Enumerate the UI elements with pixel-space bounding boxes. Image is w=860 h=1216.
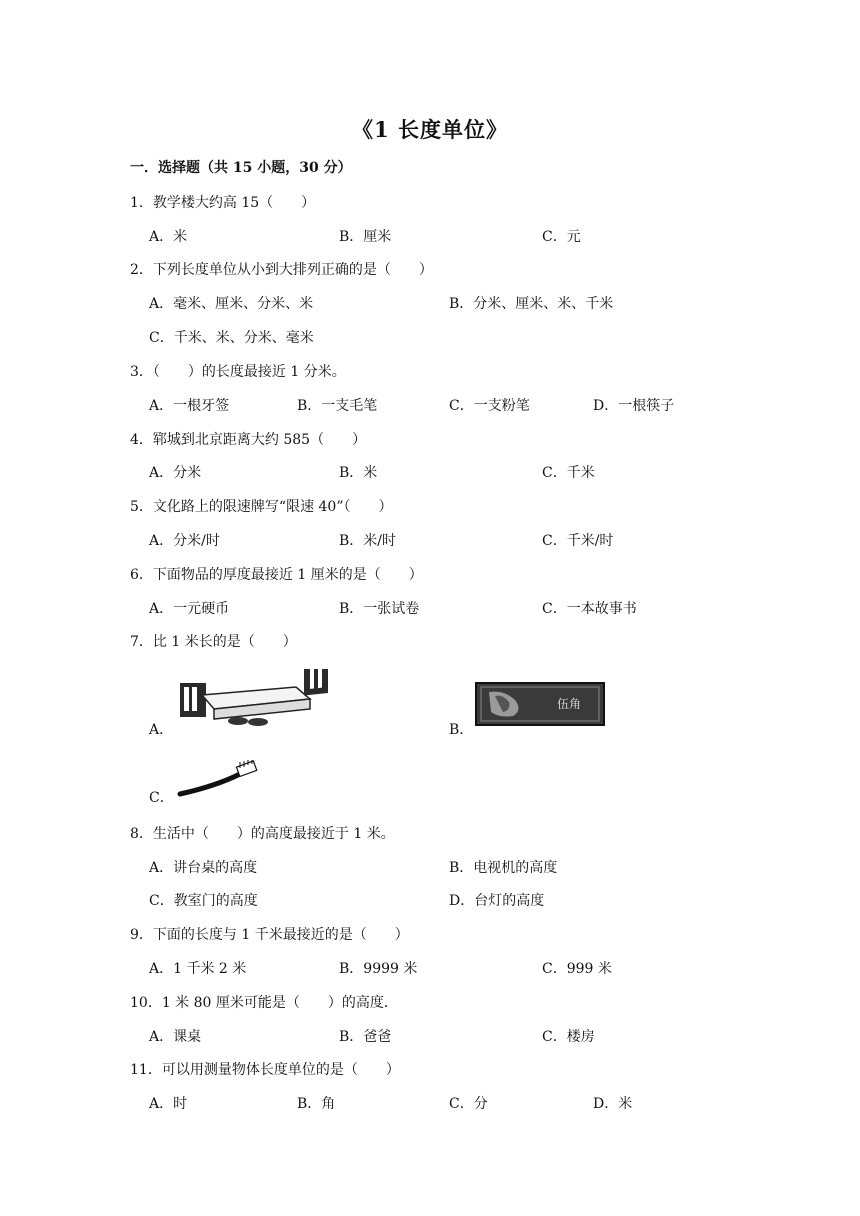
question-2-option-a[interactable]: A．毫米、厘米、分米、米 [149,296,314,312]
question-4-option-a[interactable]: A．分米 [149,465,202,481]
question-1-stem: 1．教学楼大约高 15（ ） [130,195,316,211]
question-5-option-a[interactable]: A．分米/时 [149,533,220,549]
question-10-option-a[interactable]: A．课桌 [149,1029,202,1045]
question-8-option-b[interactable]: B．电视机的高度 [449,860,558,876]
question-11-option-c[interactable]: C．分 [449,1096,488,1112]
question-8-option-a[interactable]: A．讲台桌的高度 [149,860,258,876]
question-4-stem: 4．郓城到北京距离大约 585（ ） [130,432,367,448]
question-8-stem: 8．生活中（ ）的高度最接近于 1 米。 [130,826,395,842]
question-2-stem: 2．下列长度单位从小到大排列正确的是（ ） [130,262,433,278]
question-5-option-c[interactable]: C．千米/时 [542,533,614,549]
question-4-option-c[interactable]: C．千米 [542,465,595,481]
question-1-option-a[interactable]: A．米 [149,229,188,245]
question-8-option-c[interactable]: C．教室门的高度 [149,893,258,909]
question-6-option-b[interactable]: B．一张试卷 [339,601,420,617]
bed-image [176,669,332,727]
question-11-option-a[interactable]: A．时 [149,1096,188,1112]
question-3-option-c[interactable]: C．一支粉笔 [449,398,530,414]
question-7-stem: 7．比 1 米长的是（ ） [130,634,297,650]
question-3-option-b[interactable]: B．一支毛笔 [297,398,378,414]
question-11-option-b[interactable]: B．角 [297,1096,336,1112]
banknote-text: 伍角 [557,697,582,711]
question-6-stem: 6．下面物品的厚度最接近 1 厘米的是（ ） [130,567,423,583]
question-3-option-d[interactable]: D．一根筷子 [593,398,675,414]
question-8-option-d[interactable]: D．台灯的高度 [449,893,545,909]
question-10-stem: 10．1 米 80 厘米可能是（ ）的高度． [130,995,398,1011]
question-2-option-c[interactable]: C．千米、米、分米、毫米 [149,330,314,346]
question-4-option-b[interactable]: B．米 [339,465,378,481]
question-10-option-c[interactable]: C．楼房 [542,1029,595,1045]
question-11-stem: 11．可以用测量物体长度单位的是（ ） [130,1062,400,1078]
question-3-option-a[interactable]: A．一根牙签 [149,398,230,414]
question-11-option-d[interactable]: D．米 [593,1096,633,1112]
question-9-option-b[interactable]: B．9999 米 [339,961,418,977]
question-7-option-a[interactable]: A． [149,722,174,738]
question-2-option-b[interactable]: B．分米、厘米、米、千米 [449,296,614,312]
toothbrush-image [176,760,260,800]
question-5-option-b[interactable]: B．米/时 [339,533,397,549]
question-6-option-c[interactable]: C．一本故事书 [542,601,637,617]
question-1-option-b[interactable]: B．厘米 [339,229,392,245]
question-6-option-a[interactable]: A．一元硬币 [149,601,230,617]
question-7-option-b[interactable]: B． [449,722,474,738]
question-9-option-a[interactable]: A．1 千米 2 米 [149,961,247,977]
question-1-option-c[interactable]: C．元 [542,229,581,245]
question-7-option-c[interactable]: C． [149,790,174,806]
question-10-option-b[interactable]: B．爸爸 [339,1029,392,1045]
question-9-stem: 9．下面的长度与 1 千米最接近的是（ ） [130,927,409,943]
section-heading: 一．选择题（共 15 小题，30 分） [130,160,352,176]
question-3-stem: 3．（ ）的长度最接近 1 分米。 [130,364,346,380]
banknote-image [475,682,605,726]
page-title: 《1 长度单位》 [352,117,508,142]
question-9-option-c[interactable]: C．999 米 [542,961,612,977]
question-5-stem: 5．文化路上的限速牌写“限速 40”（ ） [130,499,393,515]
